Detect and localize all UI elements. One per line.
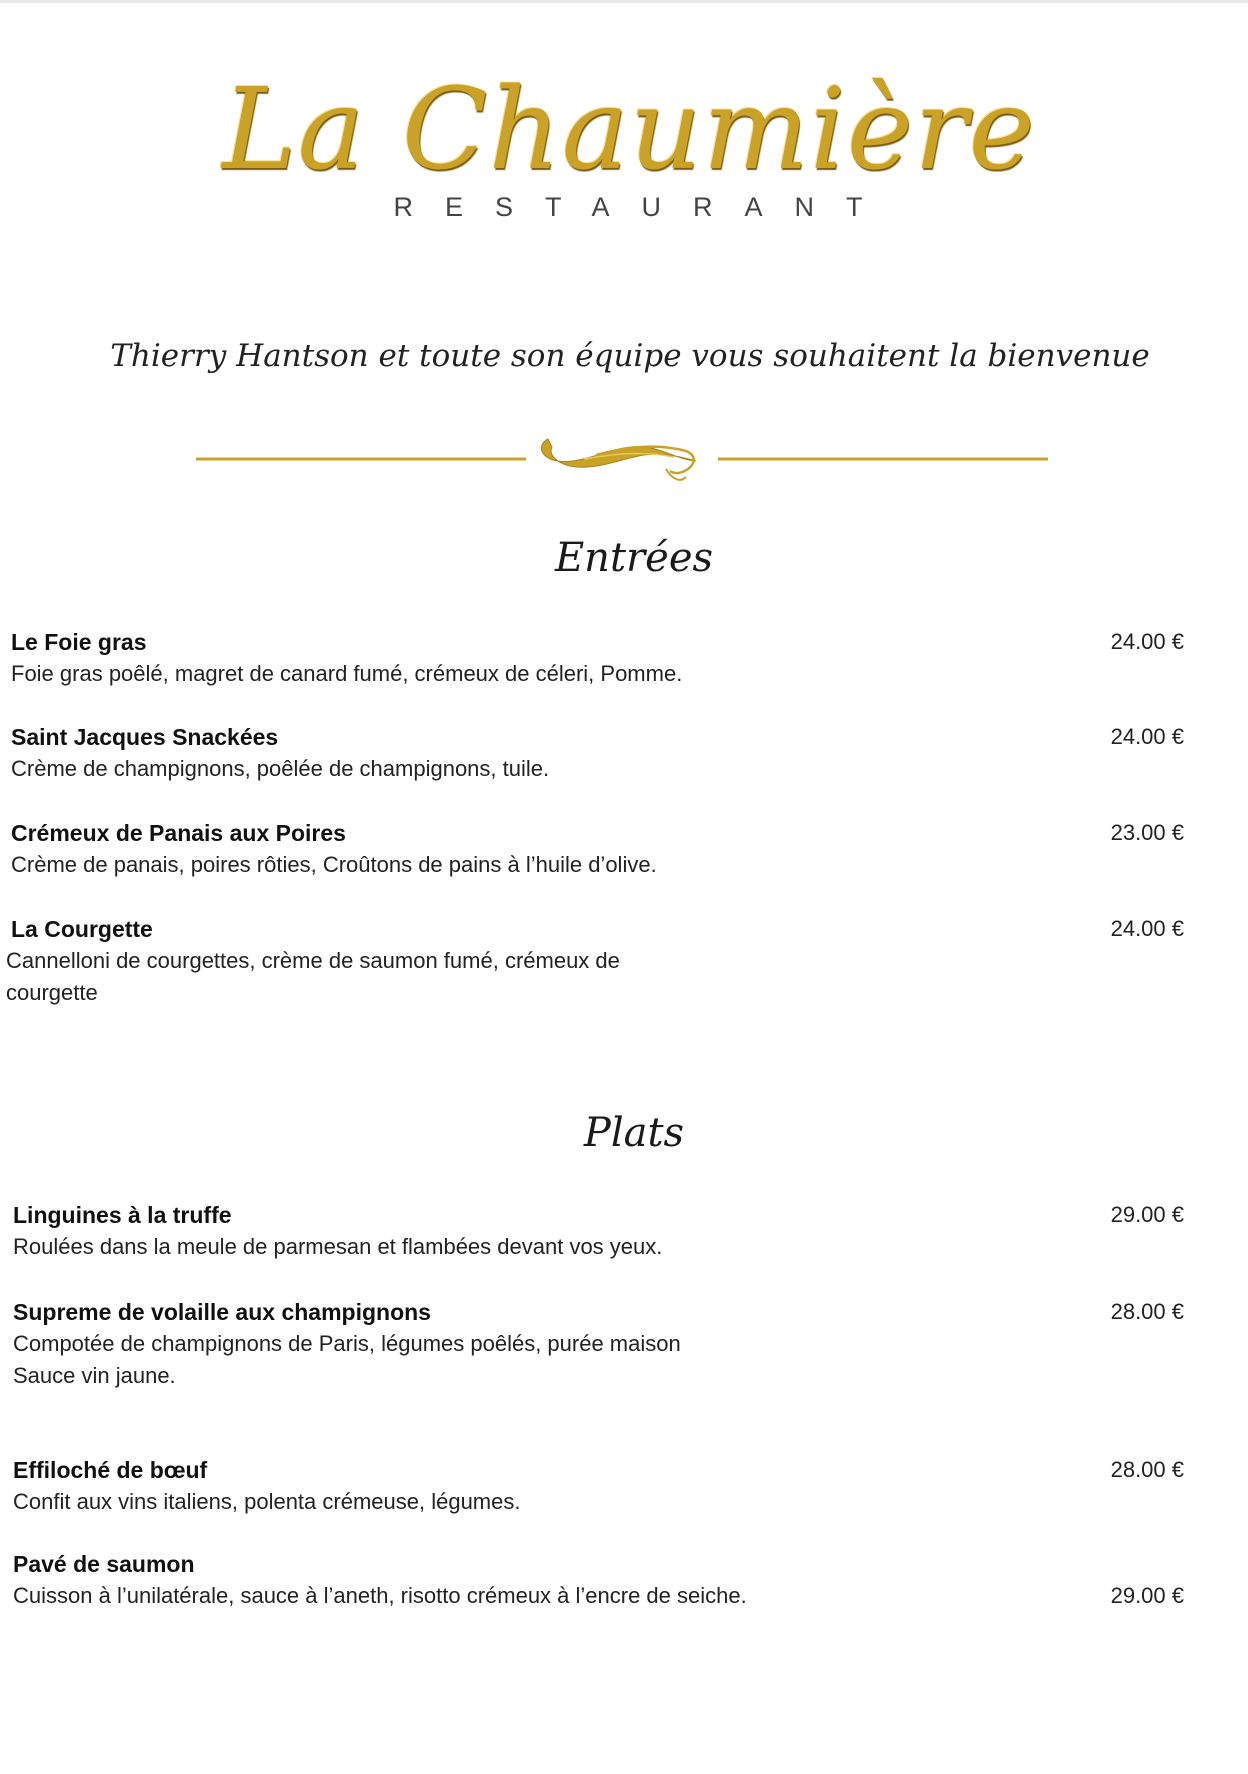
logo-subtitle: RESTAURANT	[393, 192, 895, 222]
item-price: 24.00 €	[1110, 916, 1184, 941]
item-description: Foie gras poêlé, magret de canard fumé, crémeux de céleri, Pomme.	[11, 661, 683, 686]
restaurant-logo	[0, 65, 1248, 223]
item-price: 29.00 €	[1110, 1583, 1184, 1608]
menu-item	[11, 721, 1211, 785]
item-price: 28.00 €	[1110, 1457, 1184, 1482]
item-price: 29.00 €	[1110, 1202, 1184, 1227]
item-description: Cuisson à l’unilatérale, sauce à l’aneth, risotto crémeux à l’encre de seiche.	[13, 1583, 747, 1608]
welcome-message: Thierry Hantson et toute son équipe vous souhaitent la bienvenue	[110, 338, 1150, 374]
item-name: Le Foie gras	[11, 629, 147, 655]
page-top-edge	[0, 0, 1248, 3]
item-name: Supreme de volaille aux champignons	[13, 1299, 431, 1325]
item-name: Effiloché de bœuf	[13, 1457, 208, 1483]
menu-item	[13, 1296, 1213, 1392]
item-description: Cannelloni de courgettes, crème de saumon fumé, crémeux de courgette	[6, 948, 620, 1005]
item-price: 24.00 €	[1110, 629, 1184, 654]
item-description: Roulées dans la meule de parmesan et flambées devant vos yeux.	[13, 1234, 663, 1259]
item-description: Crème de champignons, poêlée de champignons, tuile.	[11, 756, 550, 781]
item-name: La Courgette	[11, 916, 153, 942]
logo-name: La Chaumière	[222, 65, 1036, 195]
item-description: Crème de panais, poires rôties, Croûtons de pains à l’huile d’olive.	[11, 852, 657, 877]
menu-item	[13, 1548, 1213, 1612]
item-price: 28.00 €	[1110, 1299, 1184, 1324]
section-title-entrees: Entrées	[554, 535, 714, 581]
item-name: Crémeux de Panais aux Poires	[11, 820, 346, 846]
menu-item	[6, 913, 1206, 1009]
item-name: Linguines à la truffe	[13, 1202, 232, 1228]
item-price: 24.00 €	[1110, 724, 1184, 749]
item-name: Pavé de saumon	[13, 1551, 195, 1577]
menu-item	[13, 1199, 1213, 1263]
item-price: 23.00 €	[1110, 820, 1184, 845]
section-title-plats: Plats	[583, 1110, 685, 1156]
menu-item	[11, 626, 1211, 690]
item-description: Confit aux vins italiens, polenta crémeuse, légumes.	[13, 1489, 521, 1514]
menu-item	[11, 817, 1211, 881]
menu-item	[13, 1454, 1213, 1518]
ornament-divider-icon	[196, 425, 1048, 485]
item-description: Compotée de champignons de Paris, légumes poêlés, purée maison Sauce vin jaune.	[13, 1331, 681, 1388]
item-name: Saint Jacques Snackées	[11, 724, 279, 750]
